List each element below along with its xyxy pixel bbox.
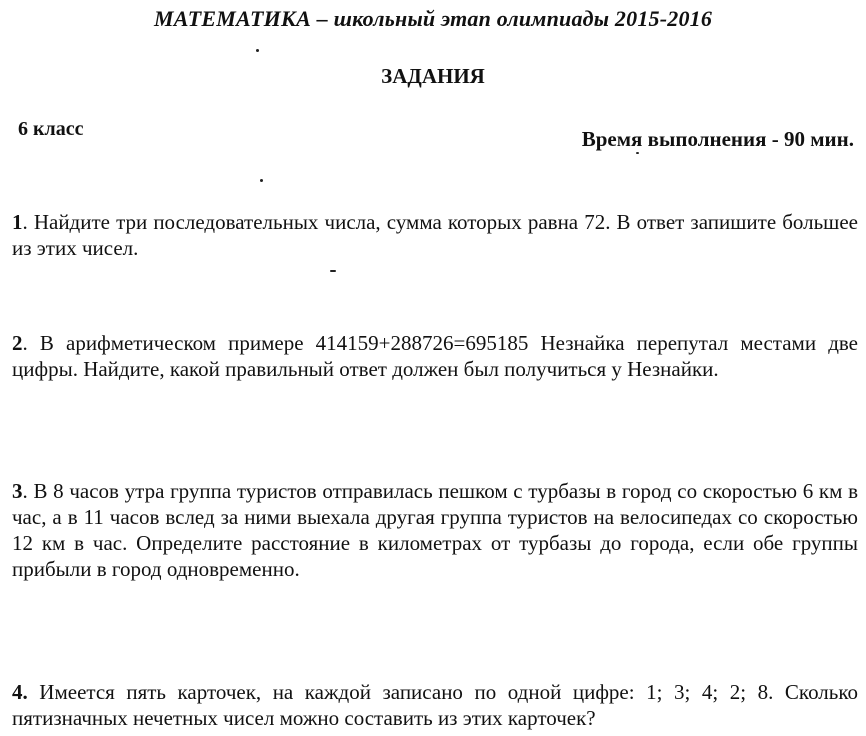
task-number: 2 [12,331,23,355]
task-number: 3 [12,479,23,503]
task-1 [12,209,858,261]
scan-speck [330,270,336,272]
scan-speck [260,179,263,182]
task-text: . В 8 часов утра группа туристов отправилась пешком с турбазы в город со скоростью 6 км в час, а в 11 часов вслед за ними выехала другая группа туристов на велосипедах со скоростью 12 км в час. Определите расстояние в километрах от турбазы до города, если обе группы прибыли в город одновременно. [12,479,858,581]
document-header-title: МАТЕМАТИКА – школьный этап олимпиады 2015-2016 [153,6,713,31]
grade-label: 6 класс [18,118,84,140]
scan-speck [256,49,259,52]
task-4 [12,679,858,731]
scan-speck [636,152,639,154]
section-title: ЗАДАНИЯ [381,64,485,88]
task-2 [12,330,858,382]
task-text: . Найдите три последовательных числа, сумма которых равна 72. В ответ запишите большее из этих чисел. [12,210,858,260]
task-3 [12,478,858,582]
time-limit-label: Время выполнения - 90 мин. [581,127,854,151]
task-number: 4. [12,680,28,704]
task-number: 1 [12,210,23,234]
task-text: Имеется пять карточек, на каждой записано по одной цифре: 1; 3; 4; 2; 8. Сколько пятизначных нечетных чисел можно составить из этих карточек? [12,680,858,730]
task-text: . В арифметическом примере 414159+288726=695185 Незнайка перепутал местами две цифры. Найдите, какой правильный ответ должен был получиться у Незнайки. [12,331,858,381]
